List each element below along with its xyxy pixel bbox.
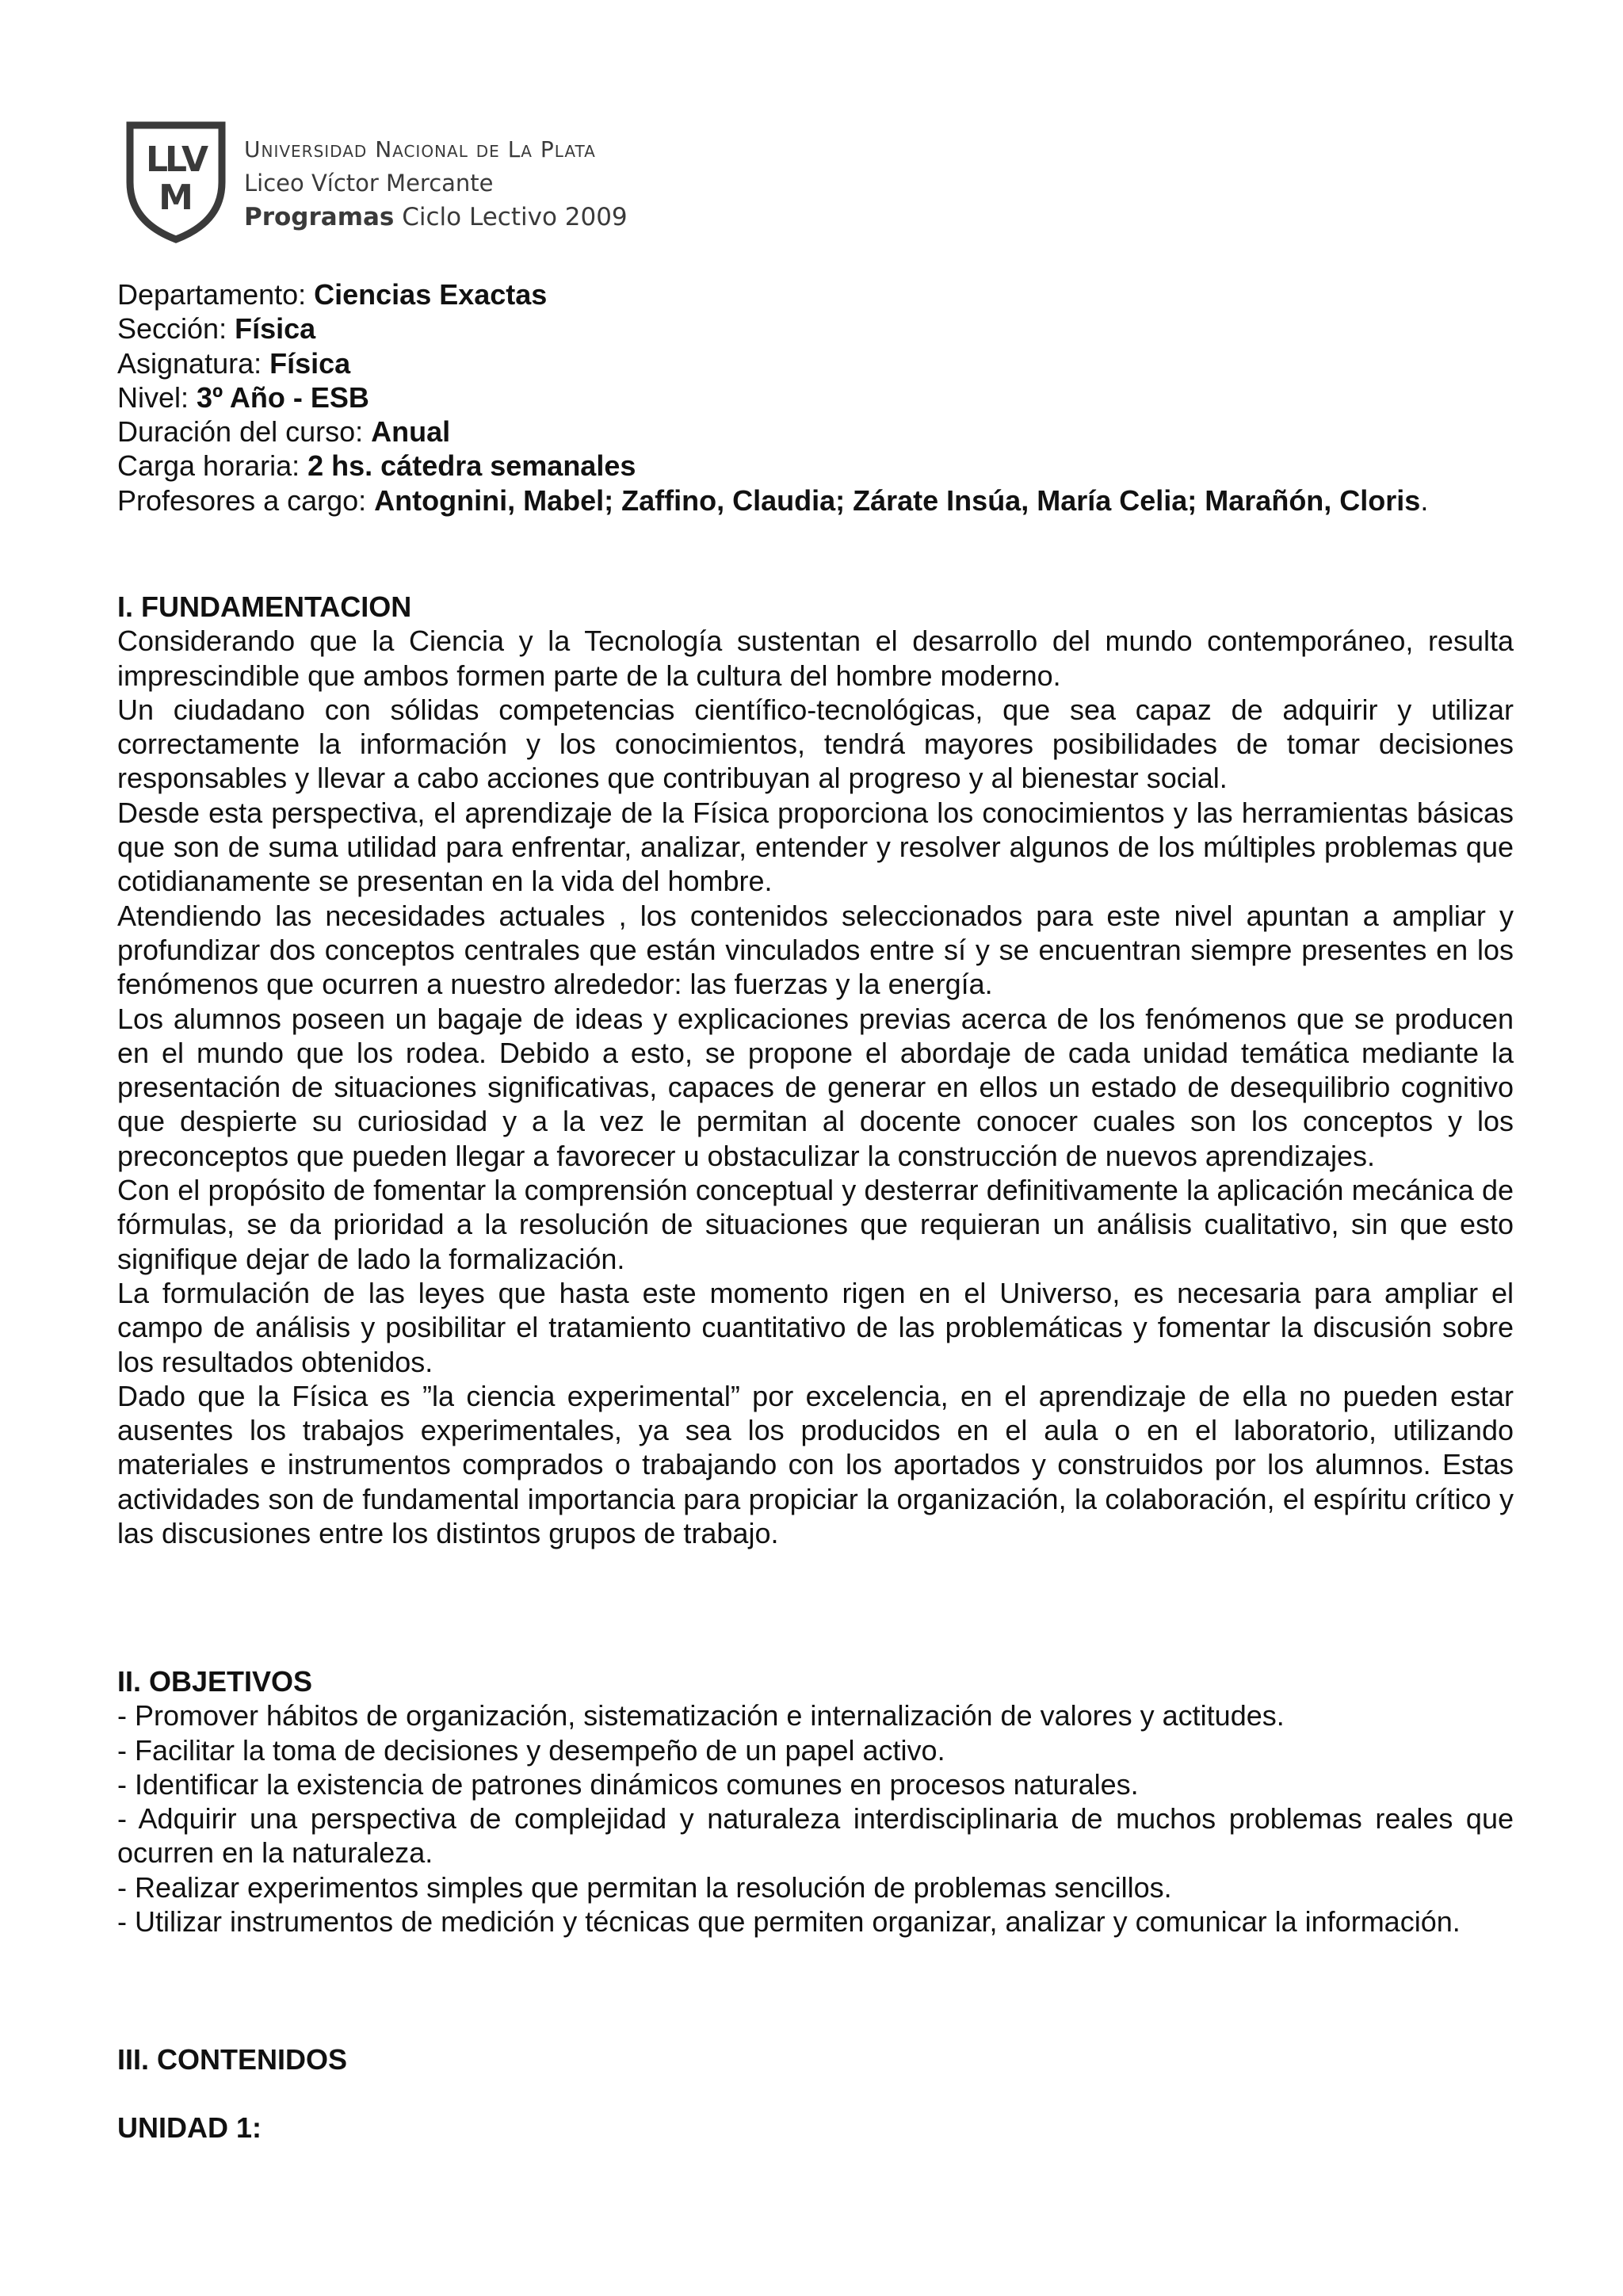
header-text — [244, 133, 628, 235]
school-name: Liceo Víctor Mercante — [244, 170, 494, 197]
section-objetivos — [117, 1664, 1514, 1939]
paragraph: Un ciudadano con sólidas competencias científico-tecnológicas, que sea capaz de adquirir y utilizar correctamente la información y los conocimientos, tendrá mayores posibilidades de tomar decisiones responsables y llevar a cabo acciones que contribuyan al progreso y al bienestar social. — [117, 693, 1514, 795]
section-contenidos — [117, 2042, 1514, 2076]
program-line — [244, 200, 628, 235]
section-fundamentacion — [117, 590, 1514, 1550]
info-department: Departamento: Ciencias Exactas — [117, 278, 548, 311]
list-item: - Adquirir una perspectiva de complejidad y naturaleza interdisciplinaria de muchos problemas reales que ocurren en la naturaleza. — [117, 1802, 1514, 1870]
lvm-shield-logo — [125, 119, 227, 244]
info-level: Nivel: 3º Año - ESB — [117, 380, 369, 414]
paragraph: Desde esta perspectiva, el aprendizaje de la Física proporciona los conocimientos y las herramientas básicas que son de suma utilidad para enfrentar, analizar, entender y resolver algunos de los múltiples problemas que cotidianamente se presentan en la vida del hombre. — [117, 796, 1514, 898]
info-hours: Carga horaria: 2 hs. cátedra semanales — [117, 449, 636, 483]
unit-heading — [117, 2111, 1514, 2145]
info-duration: Duración del curso: Anual — [117, 415, 451, 449]
list-item: - Realizar experimentos simples que permitan la resolución de problemas sencillos. — [117, 1870, 1172, 1904]
svg-text:L: L — [164, 139, 188, 180]
programs-label: Programas — [244, 203, 395, 231]
cycle-label: Ciclo Lectivo 2009 — [402, 203, 628, 231]
section-title: I. FUNDAMENTACION — [117, 590, 412, 623]
section-title: II. OBJETIVOS — [117, 1665, 313, 1698]
paragraph: Atendiendo las necesidades actuales , los contenidos seleccionados para este nivel apuntan a ampliar y profundizar dos conceptos centrales que están vinculados entre sí y se encuentran siempre presentes en los fenómenos que ocurren a nuestro alrededor: las fuerzas y la energía. — [117, 899, 1514, 1001]
svg-text:M: M — [158, 178, 193, 218]
course-info — [117, 277, 1514, 518]
document-header — [125, 119, 680, 254]
paragraph: Con el propósito de fomentar la comprensión conceptual y desterrar definitivamente la aplicación mecánica de fórmulas, se da prioridad a la resolución de situaciones que requieran un análisis cualitativo, sin que esto signifique dejar de lado la formalización. — [117, 1174, 1514, 1275]
info-subject: Asignatura: Física — [117, 346, 351, 380]
svg-text:L: L — [145, 139, 169, 180]
paragraph: Dado que la Física es ”la ciencia experimental” por excelencia, en el aprendizaje de ella no pueden estar ausentes los trabajos experimentales, ya sea los producidos en el aula o en el laboratorio, utilizando materiales e instrumentos comprados o trabajando con los aportados y construidos por los alumnos. Estas actividades son de fundamental importancia para propiciar la organización, la colaboración, el espíritu crítico y las discusiones entre los distintos grupos de trabajo. — [117, 1379, 1514, 1550]
list-item: - Promover hábitos de organización, sistematización e internalización de valores y actitudes. — [117, 1699, 1285, 1733]
university-name: Universidad Nacional de La Plata — [244, 136, 596, 162]
unit-title: UNIDAD 1: — [117, 2111, 262, 2144]
paragraph: Los alumnos poseen un bagaje de ideas y explicaciones previas acerca de los fenómenos que se producen en el mundo que los rodea. Debido a esto, se propone el abordaje de cada unidad temática mediante la presentación de situaciones significativas, capaces de generar en ellos un estado de desequilibrio cognitivo que despierte su curiosidad y a la vez le permitan al docente conocer cuales son los conceptos y los preconceptos que pueden llegar a favorecer u obstaculizar la construcción de nuevos aprendizajes. — [117, 1002, 1514, 1172]
paragraph: Considerando que la Ciencia y la Tecnología sustentan el desarrollo del mundo contemporáneo, resulta imprescindible que ambos formen parte de la cultura del hombre moderno. — [117, 625, 1514, 692]
info-teachers: Profesores a cargo: Antognini, Mabel; Zaffino, Claudia; Zárate Insúa, María Celia; Marañón, Cloris. — [117, 483, 1429, 517]
svg-text:V: V — [181, 139, 209, 180]
list-item: - Identificar la existencia de patrones dinámicos comunes en procesos naturales. — [117, 1767, 1139, 1801]
info-section: Sección: Física — [117, 312, 316, 346]
paragraph: La formulación de las leyes que hasta este momento rigen en el Universo, es necesaria para ampliar el campo de análisis y posibilitar el tratamiento cuantitativo de las problemáticas y fomentar la discusión sobre los resultados obtenidos. — [117, 1276, 1514, 1378]
list-item: - Utilizar instrumentos de medición y técnicas que permiten organizar, analizar y comunicar la información. — [117, 1905, 1461, 1939]
section-title: III. CONTENIDOS — [117, 2043, 348, 2076]
list-item: - Facilitar la toma de decisiones y desempeño de un papel activo. — [117, 1733, 945, 1767]
